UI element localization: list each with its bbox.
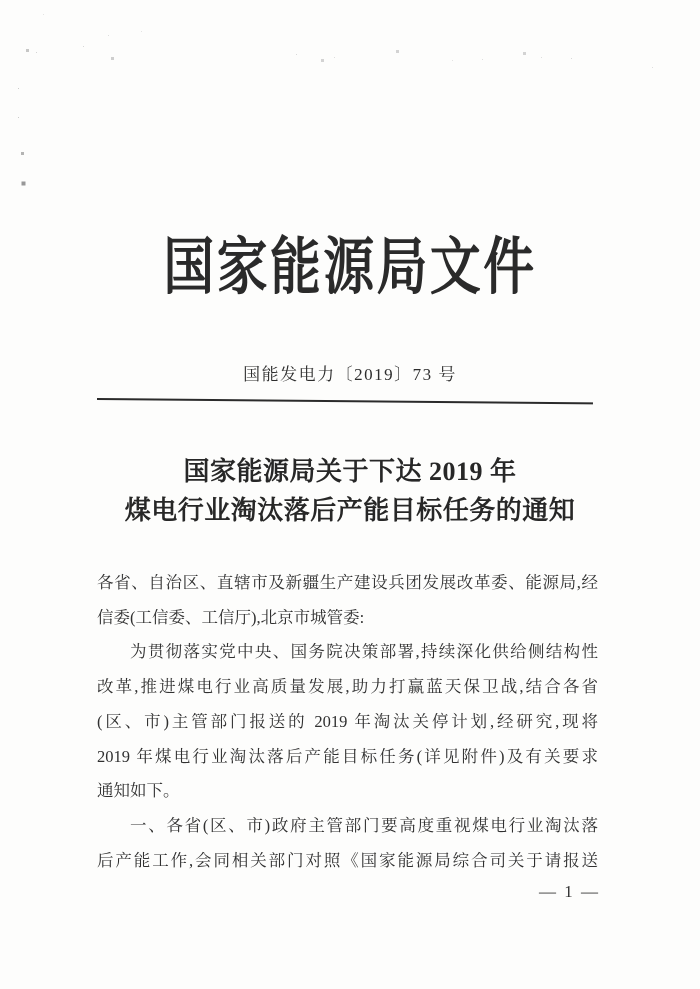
body-text-line: 通知如下。 [97,781,180,801]
document-reference-number: 国能发电力〔2019〕73 号 [243,365,457,384]
document-title-line2: 煤电行业淘汰落后产能目标任务的通知 [124,496,576,525]
document-title [0,452,700,530]
scan-noise-speckles [0,0,1,1]
body-text-line: 一、各省(区、市)政府主管部门要高度重视煤电行业淘汰落 [130,815,598,835]
document-title-line1: 国家能源局关于下达 2019 年 [183,457,517,486]
body-text-line: 为贯彻落实党中央、国务院决策部署,持续深化供给侧结构性 [130,642,598,662]
agency-document-header: 国家能源局文件 [163,234,537,302]
body-text-line: 改革,推进煤电行业高质量发展,助力打赢蓝天保卫战,结合各省 [97,677,598,697]
body-text-line: (区、市)主管部门报送的 2019 年淘汰关停计划,经研究,现将 [97,711,598,731]
page-number: — 1 — [539,882,600,901]
body-text-line: 各省、自治区、直辖市及新疆生产建设兵团发展改革委、能源局,经 [97,573,598,592]
body-text-line: 信委(工信委、工信厅),北京市城管委: [97,607,365,627]
body-text-line: 后产能工作,会同相关部门对照《国家能源局综合司关于请报送 [97,850,598,870]
header-divider-line [97,398,593,404]
document-body [97,566,598,878]
body-text-line: 2019 年煤电行业淘汰落后产能目标任务(详见附件)及有关要求 [97,746,598,766]
